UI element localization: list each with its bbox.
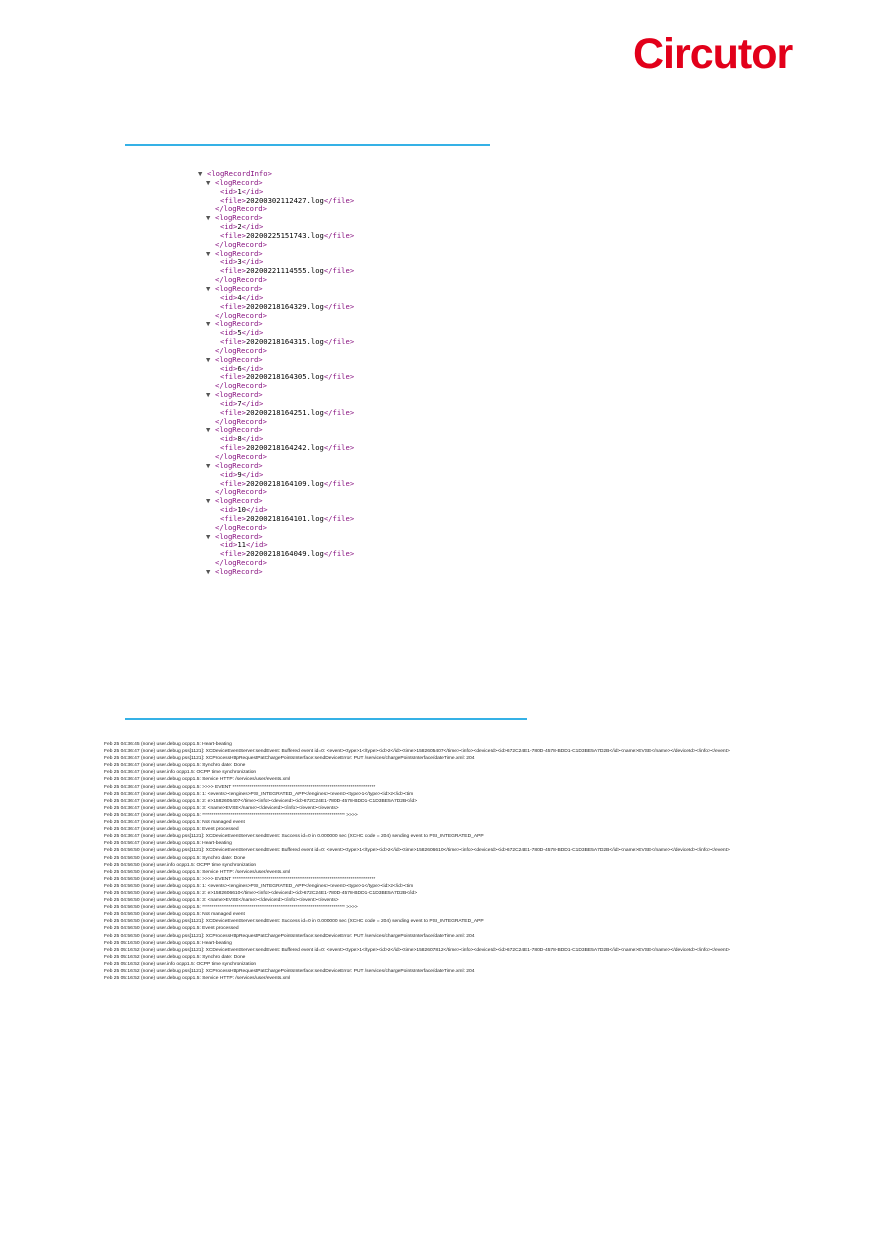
xml-logrecord-close: </logRecord> bbox=[215, 239, 267, 249]
log-line: Feb 25 04:56:50 (none) user.debug ocpp1.5: 2: e>1582606610</time><info><deviceId><id>672C24E1-780D-4578-BDD1-C1D3BE5A7D2B</id> bbox=[104, 890, 418, 896]
log-line: Feb 25 04:36:47 (none) user.debug ocpp1.5: Event processed bbox=[104, 827, 239, 833]
xml-record-file: <file>20200218164242.log</file> bbox=[220, 443, 355, 453]
log-line: Feb 25 04:36:47 (none) user.debug ocpp1.5: Service HTTP: /services/user/events.xml bbox=[104, 777, 291, 783]
collapse-toggle-icon[interactable]: ▼ bbox=[206, 213, 211, 223]
xml-logrecord-open[interactable]: ▼ <logRecord> bbox=[206, 460, 263, 470]
collapse-toggle-icon[interactable]: ▼ bbox=[198, 170, 203, 178]
log-line: Feb 25 04:56:50 (none) user.debug pss[1121]: XCProcessHttpRequestPatChargePointsInterface:sendDeviceError: PUT /services/chargePointsInterface/dateTime.xml: 204 bbox=[104, 933, 475, 939]
collapse-toggle-icon[interactable]: ▼ bbox=[206, 531, 211, 541]
log-line: Feb 25 04:56:50 (none) user.debug ocpp1.5: Not managed event bbox=[104, 912, 245, 918]
ocpp-log-output bbox=[104, 741, 816, 1011]
log-line: Feb 25 04:36:47 (none) user.debug ocpp1.5: 3: <name>EVSE</name></deviceId></info></event></events> bbox=[104, 805, 339, 811]
xml-record-file: <file>20200221114555.log</file> bbox=[220, 266, 355, 276]
log-line: Feb 25 04:56:47 (none) user.debug ocpp1.5: Heart-beating bbox=[104, 841, 232, 847]
log-line: Feb 25 04:36:47 (none) user.debug ocpp1.5: Not managed event bbox=[104, 820, 245, 826]
log-line: Feb 25 04:36:47 (none) user.debug pss[1121]: XCDeviceEventServer:sendEvent: Success id=0 in 0.000000 sec (XCHC code = 204) sending event to PSI_INTEGRATED_APP bbox=[104, 834, 484, 840]
xml-logrecord-close: </logRecord> bbox=[215, 310, 267, 320]
log-line: Feb 25 04:36:47 (none) user.debug pss[1121]: XCProcessHttpRequestPatChargePointsInterface:sendDeviceError: PUT /services/chargePointsInterface/dateTime.xml: 204 bbox=[104, 756, 475, 762]
xml-logrecord-open[interactable]: ▼ <logRecord> bbox=[206, 177, 263, 187]
xml-record-id: <id>3</id> bbox=[220, 257, 264, 267]
xml-record-id: <id>2</id> bbox=[220, 222, 264, 232]
log-line: Feb 25 05:16:52 (none) user.debug ocpp1.5: Synchro date: Done bbox=[104, 954, 246, 960]
xml-logrecord-close: </logRecord> bbox=[215, 381, 267, 391]
xml-record-file: <file>20200218164251.log</file> bbox=[220, 407, 355, 417]
log-line: Feb 25 04:36:47 (none) user.debug ocpp1.5: 1: <events><engines>PSI_INTEGRATED_APP</engines><event><type>1</type><id>2</id><tim bbox=[104, 791, 414, 797]
collapse-toggle-icon[interactable]: ▼ bbox=[206, 319, 211, 329]
xml-record-file: <file>20200218164049.log</file> bbox=[220, 549, 355, 559]
log-line: Feb 25 04:56:50 (none) user.debug ocpp1.5: 1: <events><engines>PSI_INTEGRATED_APP</engines><event><type>1</type><id>2</id><tim bbox=[104, 883, 414, 889]
xml-logrecord-close: </logRecord> bbox=[215, 487, 267, 497]
xml-root-open[interactable]: ▼ <logRecordInfo> bbox=[198, 170, 272, 178]
log-line: Feb 25 05:16:52 (none) user.debug ocpp1.5: Service HTTP: /services/user/events.xml bbox=[104, 976, 291, 982]
log-line: Feb 25 05:16:52 (none) user.debug pss[1121]: XCDeviceEventServer:sendEvent: Buffered event id=0: <event><type>1</type><id>2</id><time>1582607812</time><info><deviceId><id>672C24E1-780D-4578-BDD1-C1D3BE5A7D2B</id><name>EVSE</name></deviceId></info></event> bbox=[104, 947, 730, 953]
xml-logrecord-open[interactable]: ▼ <logRecord> bbox=[206, 354, 263, 364]
collapse-toggle-icon[interactable]: ▼ bbox=[206, 354, 211, 364]
xml-record-id: <id>4</id> bbox=[220, 292, 264, 302]
circutor-logo bbox=[633, 30, 803, 78]
collapse-toggle-icon[interactable]: ▼ bbox=[206, 425, 211, 435]
xml-logrecord-close: </logRecord> bbox=[215, 204, 267, 214]
log-line: Feb 25 04:36:47 (none) user.debug ocpp1.5: *************************************************************************** >>>> bbox=[104, 812, 358, 818]
log-line: Feb 25 04:36:45 (none) user.debug ocpp1.5: Heart-beating bbox=[104, 742, 232, 747]
xml-logrecord-close: </logRecord> bbox=[215, 558, 267, 568]
log-line: Feb 25 04:56:50 (none) user.info ocpp1.5: OCPP time synchronization bbox=[104, 862, 257, 868]
log-line: Feb 25 04:56:50 (none) user.debug ocpp1.5: Synchro date: Done bbox=[104, 855, 246, 861]
xml-logrecord-open[interactable]: ▼ <logRecord> bbox=[206, 425, 263, 435]
collapse-toggle-icon[interactable]: ▼ bbox=[206, 390, 211, 400]
log-line: Feb 25 05:16:52 (none) user.info ocpp1.5: OCPP time synchronization bbox=[104, 961, 257, 967]
xml-logrecord-open[interactable]: ▼ <logRecord> bbox=[206, 248, 263, 258]
xml-record-file: <file>20200218164315.log</file> bbox=[220, 337, 355, 347]
log-line: Feb 25 04:36:47 (none) user.debug pss[1121]: XCDeviceEventServer:sendEvent: Buffered event id=0: <event><type>1</type><id>2</id><time>1582605407</time><info><deviceId><id>672C24E1-780D-4578-BDD1-C1D3BE5A7D2B</id><name>EVSE</name></deviceId></info></event> bbox=[104, 749, 730, 755]
xml-logrecord-open[interactable]: ▼ <logRecord> bbox=[206, 566, 263, 576]
xml-logrecord-close: </logRecord> bbox=[215, 452, 267, 461]
xml-logrecord-close: </logRecord> bbox=[215, 345, 267, 355]
xml-record-id: <id>5</id> bbox=[220, 328, 264, 338]
xml-record-file: <file>20200302112427.log</file> bbox=[220, 195, 355, 205]
collapse-toggle-icon[interactable]: ▼ bbox=[206, 496, 211, 506]
brand-name: Circutor bbox=[633, 30, 793, 78]
xml-log-record-tree bbox=[198, 170, 498, 576]
xml-record-id: <id>6</id> bbox=[220, 363, 264, 373]
xml-logrecord-close: </logRecord> bbox=[215, 275, 267, 285]
collapse-toggle-icon[interactable]: ▼ bbox=[206, 283, 211, 293]
xml-logrecord-close: </logRecord> bbox=[215, 522, 267, 532]
log-line: Feb 25 04:36:47 (none) user.debug ocpp1.5: >>>> EVENT *************************************************************************** bbox=[104, 784, 376, 790]
log-line: Feb 25 04:56:50 (none) user.debug ocpp1.5: *************************************************************************** >>>> bbox=[104, 905, 358, 911]
xml-record-file: <file>20200218164305.log</file> bbox=[220, 372, 355, 382]
log-line: Feb 25 04:56:50 (none) user.debug ocpp1.5: >>>> EVENT *************************************************************************** bbox=[104, 876, 376, 882]
log-line: Feb 25 04:56:50 (none) user.debug ocpp1.5: Event processed bbox=[104, 926, 239, 932]
xml-record-id: <id>10</id> bbox=[220, 505, 268, 515]
xml-logrecord-open[interactable]: ▼ <logRecord> bbox=[206, 213, 263, 223]
xml-logrecord-open[interactable]: ▼ <logRecord> bbox=[206, 531, 263, 541]
xml-record-id: <id>1</id> bbox=[220, 186, 264, 196]
xml-record-id: <id>7</id> bbox=[220, 398, 264, 408]
log-line: Feb 25 04:36:47 (none) user.info ocpp1.5: OCPP time synchronization bbox=[104, 770, 257, 776]
xml-record-id: <id>11</id> bbox=[220, 540, 268, 550]
xml-record-id: <id>9</id> bbox=[220, 469, 264, 479]
collapse-toggle-icon[interactable]: ▼ bbox=[206, 177, 211, 187]
log-line: Feb 25 04:56:50 (none) user.debug ocpp1.5: Service HTTP: /services/user/events.xml bbox=[104, 869, 291, 875]
xml-logrecord-open[interactable]: ▼ <logRecord> bbox=[206, 496, 263, 506]
xml-record-id: <id>8</id> bbox=[220, 434, 264, 444]
log-line: Feb 25 04:36:47 (none) user.debug ocpp1.5: 2: e>1582605407</time><info><deviceId><id>672C24E1-780D-4578-BDD1-C1D3BE5A7D2B</id> bbox=[104, 798, 418, 804]
section-rule-bottom bbox=[125, 718, 527, 720]
collapse-toggle-icon[interactable]: ▼ bbox=[206, 248, 211, 258]
log-line: Feb 25 04:56:50 (none) user.debug ocpp1.5: 3: <name>EVSE</name></deviceId></info></event></events> bbox=[104, 898, 339, 904]
collapse-toggle-icon[interactable]: ▼ bbox=[206, 566, 211, 576]
xml-record-file: <file>20200218164329.log</file> bbox=[220, 301, 355, 311]
xml-record-file: <file>20200218164101.log</file> bbox=[220, 513, 355, 523]
log-line: Feb 25 04:36:47 (none) user.debug ocpp1.5: Synchro date: Done bbox=[104, 763, 246, 769]
log-line: Feb 25 04:56:50 (none) user.debug pss[1121]: XCDeviceEventServer:sendEvent: Buffered event id=0: <event><type>1</type><id>2</id><time>1582606610</time><info><deviceId><id>672C24E1-780D-4578-BDD1-C1D3BE5A7D2B</id><name>EVSE</name></deviceId></info></event> bbox=[104, 848, 730, 854]
xml-logrecord-open[interactable]: ▼ <logRecord> bbox=[206, 319, 263, 329]
log-line: Feb 25 05:16:50 (none) user.debug ocpp1.5: Heart-beating bbox=[104, 940, 232, 946]
log-line: Feb 25 05:16:52 (none) user.debug pss[1121]: XCProcessHttpRequestPatChargePointsInterface:sendDeviceError: PUT /services/chargePointsInterface/dateTime.xml: 204 bbox=[104, 969, 475, 974]
xml-record-file: <file>20200225151743.log</file> bbox=[220, 230, 355, 240]
xml-logrecord-close: </logRecord> bbox=[215, 416, 267, 426]
log-line: Feb 25 04:56:50 (none) user.debug pss[1121]: XCDeviceEventServer:sendEvent: Success id=0 in 0.000000 sec (XCHC code = 204) sending event to PSI_INTEGRATED_APP bbox=[104, 919, 484, 925]
xml-logrecord-open[interactable]: ▼ <logRecord> bbox=[206, 283, 263, 293]
section-rule-top bbox=[125, 144, 490, 146]
xml-logrecord-open[interactable]: ▼ <logRecord> bbox=[206, 390, 263, 400]
xml-record-file: <file>20200218164109.log</file> bbox=[220, 478, 355, 488]
collapse-toggle-icon[interactable]: ▼ bbox=[206, 460, 211, 470]
